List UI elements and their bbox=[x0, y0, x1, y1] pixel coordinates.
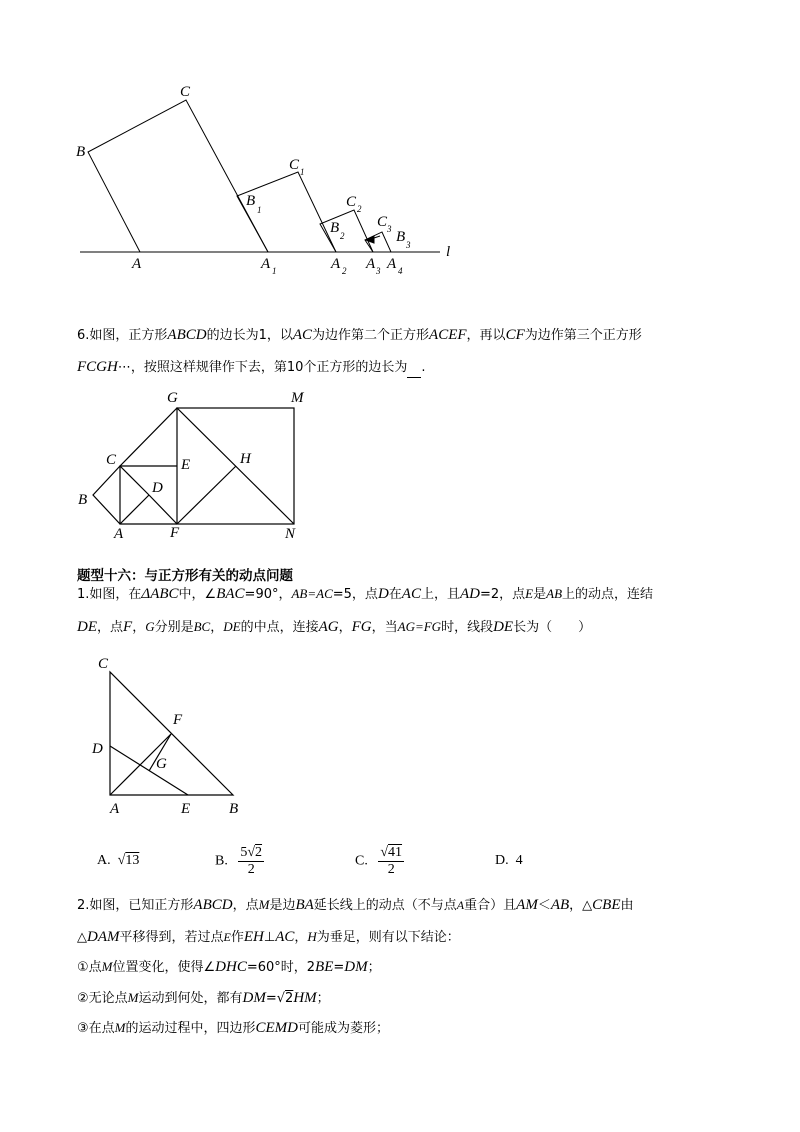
label-G: G bbox=[156, 756, 167, 772]
label-F: F bbox=[170, 525, 180, 541]
label-C: C bbox=[180, 84, 191, 100]
answer-blank[interactable] bbox=[407, 363, 421, 378]
choice-d[interactable]: D. 4 bbox=[495, 853, 523, 868]
label-N: N bbox=[285, 526, 296, 542]
label-A3-sub: 3 bbox=[376, 266, 381, 276]
square-2 bbox=[320, 210, 373, 252]
arrow-head bbox=[366, 236, 374, 243]
label-M: M bbox=[291, 390, 304, 406]
question-2-line-2: △DAM平移得到，若过点E作EH⊥AC，H为垂足，则有以下结论： bbox=[77, 929, 460, 945]
label-E: E bbox=[181, 457, 191, 473]
label-B2-sub: 2 bbox=[340, 231, 345, 241]
label-l: l bbox=[446, 244, 451, 260]
label-C2: C bbox=[346, 194, 357, 210]
label-C1-sub: 1 bbox=[300, 167, 305, 177]
label-C3: C bbox=[377, 214, 388, 230]
conclusion-3: ③在点M的运动过程中，四边形CEMD可能成为菱形； bbox=[77, 1020, 390, 1036]
label-B2: B bbox=[330, 220, 340, 236]
label-A4-sub: 4 bbox=[398, 266, 403, 276]
label-B1-sub: 1 bbox=[257, 205, 262, 215]
section-title: 题型十六：与正方形有关的动点问题 bbox=[77, 568, 293, 584]
label-A3: A bbox=[366, 256, 376, 272]
label-B1: B bbox=[246, 193, 256, 209]
label-B: B bbox=[76, 144, 86, 160]
conclusion-2: ②无论点M运动到何处，都有DM=√2HM； bbox=[77, 990, 330, 1006]
figure-nested-squares-svg bbox=[0, 380, 800, 550]
label-A: A bbox=[132, 256, 142, 272]
choice-a[interactable]: A. √13 bbox=[97, 853, 140, 868]
label-G: G bbox=[167, 390, 178, 406]
label-A1: A bbox=[261, 256, 271, 272]
figure-nested-squares bbox=[0, 380, 800, 550]
question-1-line-1: 1.如图，在ΔABC中，∠BAC=90°，AB=AC=5，点D在AC上，且AD=2，点E是AB上的动点，连结 bbox=[77, 586, 654, 602]
label-A: A bbox=[110, 801, 120, 817]
label-D: D bbox=[92, 741, 103, 757]
label-A4: A bbox=[387, 256, 397, 272]
question-6-line-1: 6.如图，正方形ABCD的边长为1，以AC为边作第二个正方形ACEF，再以CF为边作第三个正方形 bbox=[77, 327, 642, 343]
square-1 bbox=[237, 172, 336, 252]
question-6-line-2: FCGH⋯，按照这样规律作下去，第10个正方形的边长为 . bbox=[77, 357, 426, 378]
label-C3-sub: 3 bbox=[387, 224, 392, 234]
label-E: E bbox=[181, 801, 191, 817]
label-B3-sub: 3 bbox=[406, 240, 411, 250]
label-C1: C bbox=[289, 157, 300, 173]
question-1-line-2: DE，点F，G分别是BC，DE的中点，连接AG，FG，当AG=FG时，线段DE长为（ ） bbox=[77, 619, 592, 635]
label-C: C bbox=[98, 656, 109, 672]
label-B: B bbox=[229, 801, 239, 817]
label-A: A bbox=[114, 526, 124, 542]
figure-squares-svg bbox=[0, 0, 800, 290]
figure-squares-on-line bbox=[0, 0, 800, 290]
question-2-line-1: 2.如图，已知正方形ABCD，点M是边BA延长线上的动点（不与点A重合）且AM＜AB，△CBE由 bbox=[77, 897, 634, 913]
label-B3: B bbox=[396, 229, 406, 245]
figure-triangle-svg bbox=[0, 650, 800, 825]
square-ABC bbox=[88, 100, 268, 252]
label-A2: A bbox=[331, 256, 341, 272]
label-A1-sub: 1 bbox=[272, 266, 277, 276]
choice-c[interactable]: C. $\frac{√41}{2}$ bbox=[355, 845, 403, 877]
label-C: C bbox=[106, 452, 117, 468]
figure-triangle-ABC bbox=[0, 650, 800, 825]
conclusion-1: ①点M位置变化，使得∠DHC=60°时，2BE=DM； bbox=[77, 959, 381, 975]
choice-b[interactable]: B. $\frac{5√2}{2}$ bbox=[215, 845, 263, 877]
label-F: F bbox=[173, 712, 183, 728]
label-A2-sub: 2 bbox=[342, 266, 347, 276]
label-D: D bbox=[152, 480, 163, 496]
label-C2-sub: 2 bbox=[357, 204, 362, 214]
label-H: H bbox=[240, 451, 251, 467]
label-B: B bbox=[78, 492, 88, 508]
